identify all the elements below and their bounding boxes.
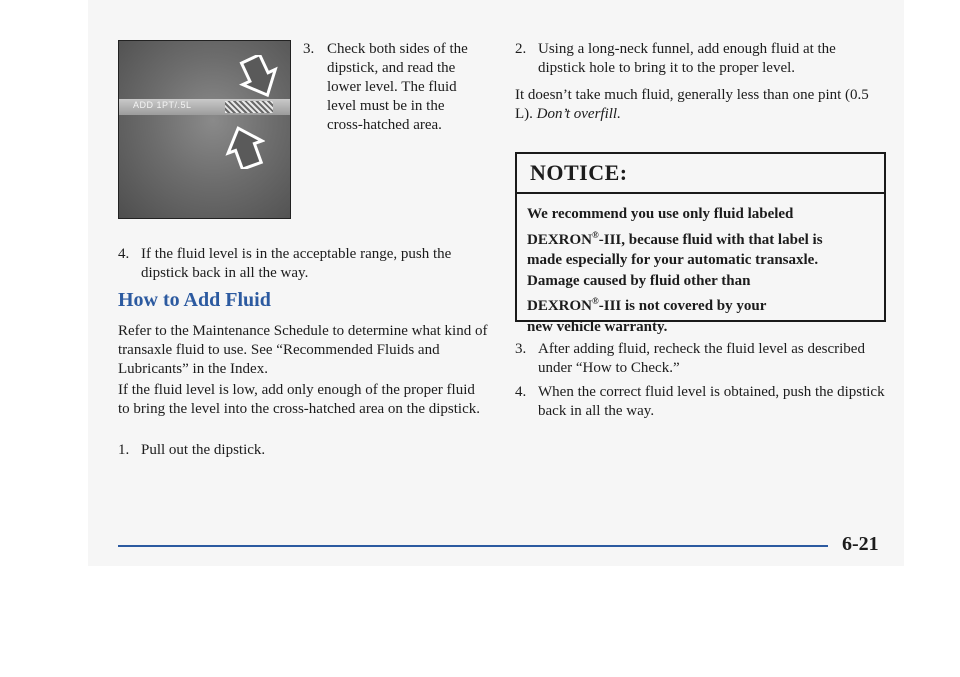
page-number: 6-21 bbox=[842, 533, 879, 555]
paragraph-low-level: If the fluid level is low, add only enough of the proper fluid to bring the level into the cross-hatched area on the dipstick. bbox=[118, 382, 480, 417]
arrow-up-icon bbox=[225, 125, 265, 169]
step-2-funnel: 2. Using a long-neck funnel, add enough fluid at the dipstick hole to bring it to the proper level. bbox=[515, 40, 887, 78]
footer-rule bbox=[118, 545, 828, 547]
step-3-check: 3. Check both sides of the dipstick, and read the lower level. The fluid level must be in the cross-hatched area. bbox=[303, 40, 473, 135]
notice-title: NOTICE: bbox=[517, 154, 884, 194]
step-3-text: Check both sides of the dipstick, and read the lower level. The fluid level must be in the cross-hatched area. bbox=[327, 41, 468, 133]
step-1-pull: 1. Pull out the dipstick. bbox=[118, 441, 488, 460]
step-1-text: Pull out the dipstick. bbox=[141, 442, 266, 458]
registered-mark: ® bbox=[592, 229, 599, 240]
paragraph-overfill: It doesn’t take much fluid, generally less than one pint (0.5 L). Don’t overfill. bbox=[515, 87, 869, 122]
registered-mark: ® bbox=[592, 296, 599, 306]
dipstick-illustration bbox=[118, 40, 291, 219]
step-4-text: If the fluid level is in the acceptable range, push the dipstick back in all the way. bbox=[141, 246, 452, 281]
step-3-recheck-text: After adding fluid, recheck the fluid level as described under “How to Check.” bbox=[538, 341, 865, 376]
step-4-push-text: When the correct fluid level is obtained, push the dipstick back in all the way. bbox=[538, 384, 885, 419]
step-4-push-back: 4. When the correct fluid level is obtained, push the dipstick back in all the way. bbox=[515, 383, 887, 421]
step-2-text: Using a long-neck funnel, add enough fluid at the dipstick hole to bring it to the proper level. bbox=[538, 41, 836, 76]
section-heading: How to Add Fluid bbox=[118, 289, 271, 311]
dipstick-marking: ADD 1PT/.5L bbox=[133, 100, 192, 110]
cross-hatched-area bbox=[225, 101, 273, 113]
step-3-recheck: 3. After adding fluid, recheck the fluid level as described under “How to Check.” bbox=[515, 340, 887, 378]
paragraph-refer: Refer to the Maintenance Schedule to determine what kind of transaxle fluid to use. See “Recommended Fluids and Lubricants” in the Index. bbox=[118, 323, 488, 377]
arrow-down-icon bbox=[239, 55, 279, 99]
notice-body: We recommend you use only fluid labeled DEXRON®-III, because fluid with that label is made especially for your automatic transaxle. Damage caused by fluid other than DEXRON®-III is not covered by your new vehicle warranty. bbox=[527, 206, 823, 335]
notice-box bbox=[515, 152, 886, 335]
step-4-acceptable: 4. If the fluid level is in the acceptable range, push the dipstick back in all the way. bbox=[118, 245, 488, 283]
